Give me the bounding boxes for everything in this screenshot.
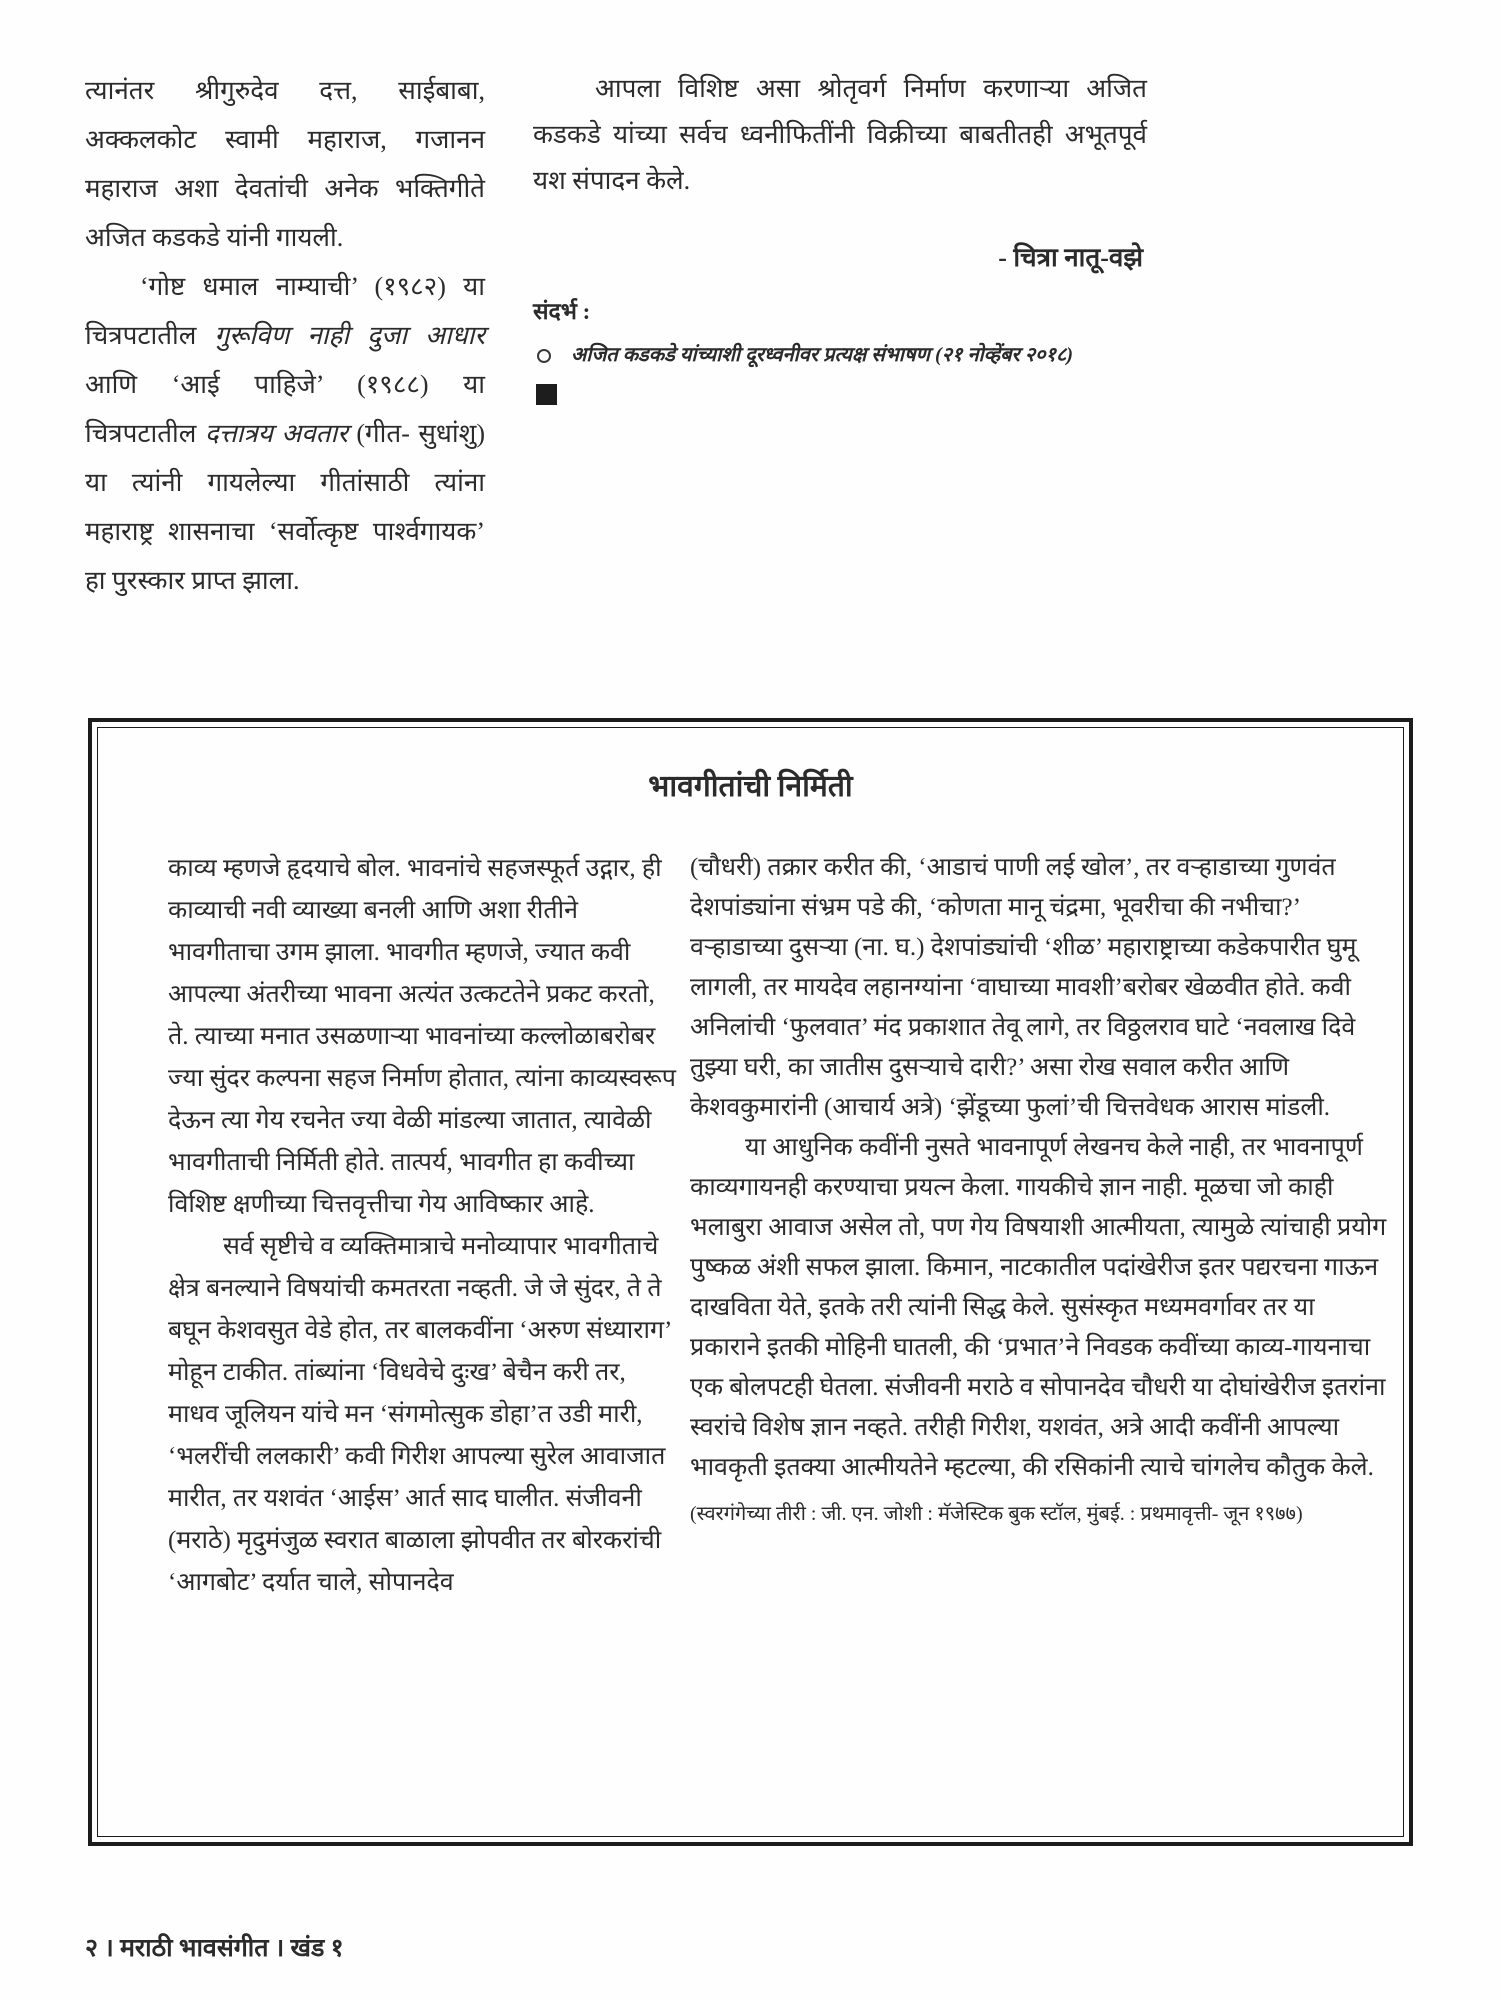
text-segment: ‘गोष्ट धमाल नाम्याची’ (१९८२) या चित्रपटातील xyxy=(85,272,485,350)
reference-text: अजित कडकडे यांच्याशी दूरध्वनीवर प्रत्यक्ष संभाषण (२१ नोव्हेंबर २०१८) xyxy=(571,344,1073,366)
excerpt-title: भावगीतांची निर्मिती xyxy=(648,770,853,803)
article-paragraph: त्यानंतर श्रीगुरुदेव दत्त, साईबाबा, अक्कलकोट स्वामी महाराज, गजानन महाराज अशा देवतांची अनेक भक्तिगीते अजित कडकडे यांनी गायली. xyxy=(85,76,485,252)
excerpt-paragraph: या आधुनिक कवींनी नुसते भावनापूर्ण लेखनच केले नाही, तर भावनापूर्ण काव्यगायनही करण्याचा प्रयत्न केला. गायकीचे ज्ञान नाही. मूळचा जो काही भलाबुरा आवाज असेल तो, पण गेय विषयाशी आत्मीयता, त्यामुळे त्यांचाही प्रयोग पुष्कळ अंशी सफल झाला. किमान, नाटकातील पदांखेरीज इतर पद्यरचना गाऊन दाखविता येते, इतके तरी त्यांनी सिद्ध केले. सुसंस्कृत मध्यमवर्गावर तर या प्रकाराने इतकी मोहिनी घातली, की ‘प्रभात’ने निवडक कवींच्या काव्य-गायनाचा एक बोलपटही घेतला. संजीवनी मराठे व सोपानदेव चौधरी या दोघांखेरीज इतरांना स्वरांचे विशेष ज्ञान नव्हते. तरीही गिरीश, यशवंत, अत्रे आदी कवींनी आपल्या भावकृती इतक्या आत्मीयतेने म्हटल्या, की रसिकांनी त्याचे चांगलेच कौतुक केले. xyxy=(690,1134,1387,1481)
song-title-italic: दत्तात्रय अवतार xyxy=(204,419,348,448)
excerpt-paragraph: सर्व सृष्टीचे व व्यक्तिमात्राचे मनोव्यापार भावगीताचे क्षेत्र बनल्याने विषयांची कमतरता नव्हती. जे जे सुंदर, ते ते बघून केशवसुत वेडे होत, तर बालकवींना ‘अरुण संध्याराग’ मोहून टाकीत. तांब्यांना ‘विधवेचे दुःख’ बेचैन करी तर, माधव जूलियन यांचे मन ‘संगमोत्सुक डोहा’त उडी मारी, ‘भलरींची ललकारी’ कवी गिरीश आपल्या सुरेल आवाजात मारीत, तर यशवंत ‘आईस’ आर्त साद घालीत. संजीवनी (मराठे) मृदुमंजुळ स्वरात बाळाला झोपवीत तर बोरकरांची ‘आगबोट’ दर्यात चाले, सोपानदेव xyxy=(168,1233,672,1596)
excerpt-right-column xyxy=(690,848,1388,1604)
excerpt-left-column xyxy=(168,848,676,1604)
article-left-column xyxy=(85,66,485,605)
excerpt-columns xyxy=(126,848,1387,1604)
references-heading: संदर्भ : xyxy=(533,299,591,324)
text-segment: (गीत- सुधांशु) या त्यांनी गायलेल्या गीतांसाठी त्यांना महाराष्ट्र शासनाचा ‘सर्वोत्कृष्ट पार्श्वगायक’ हा पुरस्कार प्राप्त झाला. xyxy=(85,419,485,595)
article-right-column xyxy=(533,66,1147,466)
text-segment: आणि ‘आई पाहिजे’ (१९८८) या चित्रपटातील xyxy=(85,370,485,448)
excerpt-paragraph: (चौधरी) तक्रार करीत की, ‘आडाचं पाणी लई खोल’, तर वऱ्हाडाच्या गुणवंत देशपांड्यांना संभ्रम पडे की, ‘कोणता मानू चंद्रमा, भूवरीचा की नभीचा?’ वऱ्हाडाच्या दुसऱ्या (ना. घ.) देशपांड्यांची ‘शीळ’ महाराष्ट्राच्या कडेकपारीत घुमू लागली, तर मायदेव लहानग्यांना ‘वाघाच्या मावशी’बरोबर खेळवीत होते. कवी अनिलांची ‘फुलवात’ मंद प्रकाशात तेवू लागे, तर विठ्ठलराव घाटे ‘नवलाख दिवे तुझ्या घरी, का जातीस दुसऱ्याचे दारी?’ असा रोख सवाल करीत आणि केशवकुमारांनी (आचार्य अत्रे) ‘झेंडूच्या फुलां’ची चित्तवेधक आरास मांडली. xyxy=(690,854,1357,1121)
excerpt-box xyxy=(88,718,1413,1846)
excerpt-paragraph: काव्य म्हणजे हृदयाचे बोल. भावनांचे सहजस्फूर्त उद्गार, ही काव्याची नवी व्याख्या बनली आणि अशा रीतीने भावगीताचा उगम झाला. भावगीत म्हणजे, ज्यात कवी आपल्या अंतरीच्या भावना अत्यंत उत्कटतेने प्रकट करतो, ते. त्याच्या मनात उसळणाऱ्या भावनांच्या कल्लोळाबरोबर ज्या सुंदर कल्पना सहज निर्माण होतात, त्यांना काव्यस्वरूप देऊन त्या गेय रचनेत ज्या वेळी मांडल्या जातात, त्यावेळी भावगीताची निर्मिती होते. तात्पर्य, भावगीत हा कवीच्या विशिष्ट क्षणीच्या चित्तवृत्तीचा गेय आविष्कार आहे. xyxy=(168,855,677,1218)
article-paragraph: आपला विशिष्ट असा श्रोतृवर्ग निर्माण करणाऱ्या अजित कडकडे यांच्या सर्वच ध्वनीफितींनी विक्रीच्या बाबतीतही अभूतपूर्व यश संपादन केले. xyxy=(533,74,1147,195)
source-citation: (स्वरगंगेच्या तीरी : जी. एन. जोशी : मॅजेस्टिक बुक स्टॉल, मुंबई. : प्रथमावृत्ती- जून १९७७) xyxy=(690,1503,1303,1525)
author-byline: - चित्रा नातू-वझे xyxy=(998,243,1143,272)
article-paragraph xyxy=(85,262,485,605)
song-title-italic: गुरूविण नाही दुजा आधार xyxy=(214,321,485,350)
reference-list-item xyxy=(535,340,1135,370)
page-footer: २ । मराठी भावसंगीत । खंड १ xyxy=(85,1935,344,1962)
excerpt-box-inner-border xyxy=(97,727,1404,1837)
end-of-article-square-icon xyxy=(536,384,557,405)
circle-bullet-icon xyxy=(537,349,551,363)
